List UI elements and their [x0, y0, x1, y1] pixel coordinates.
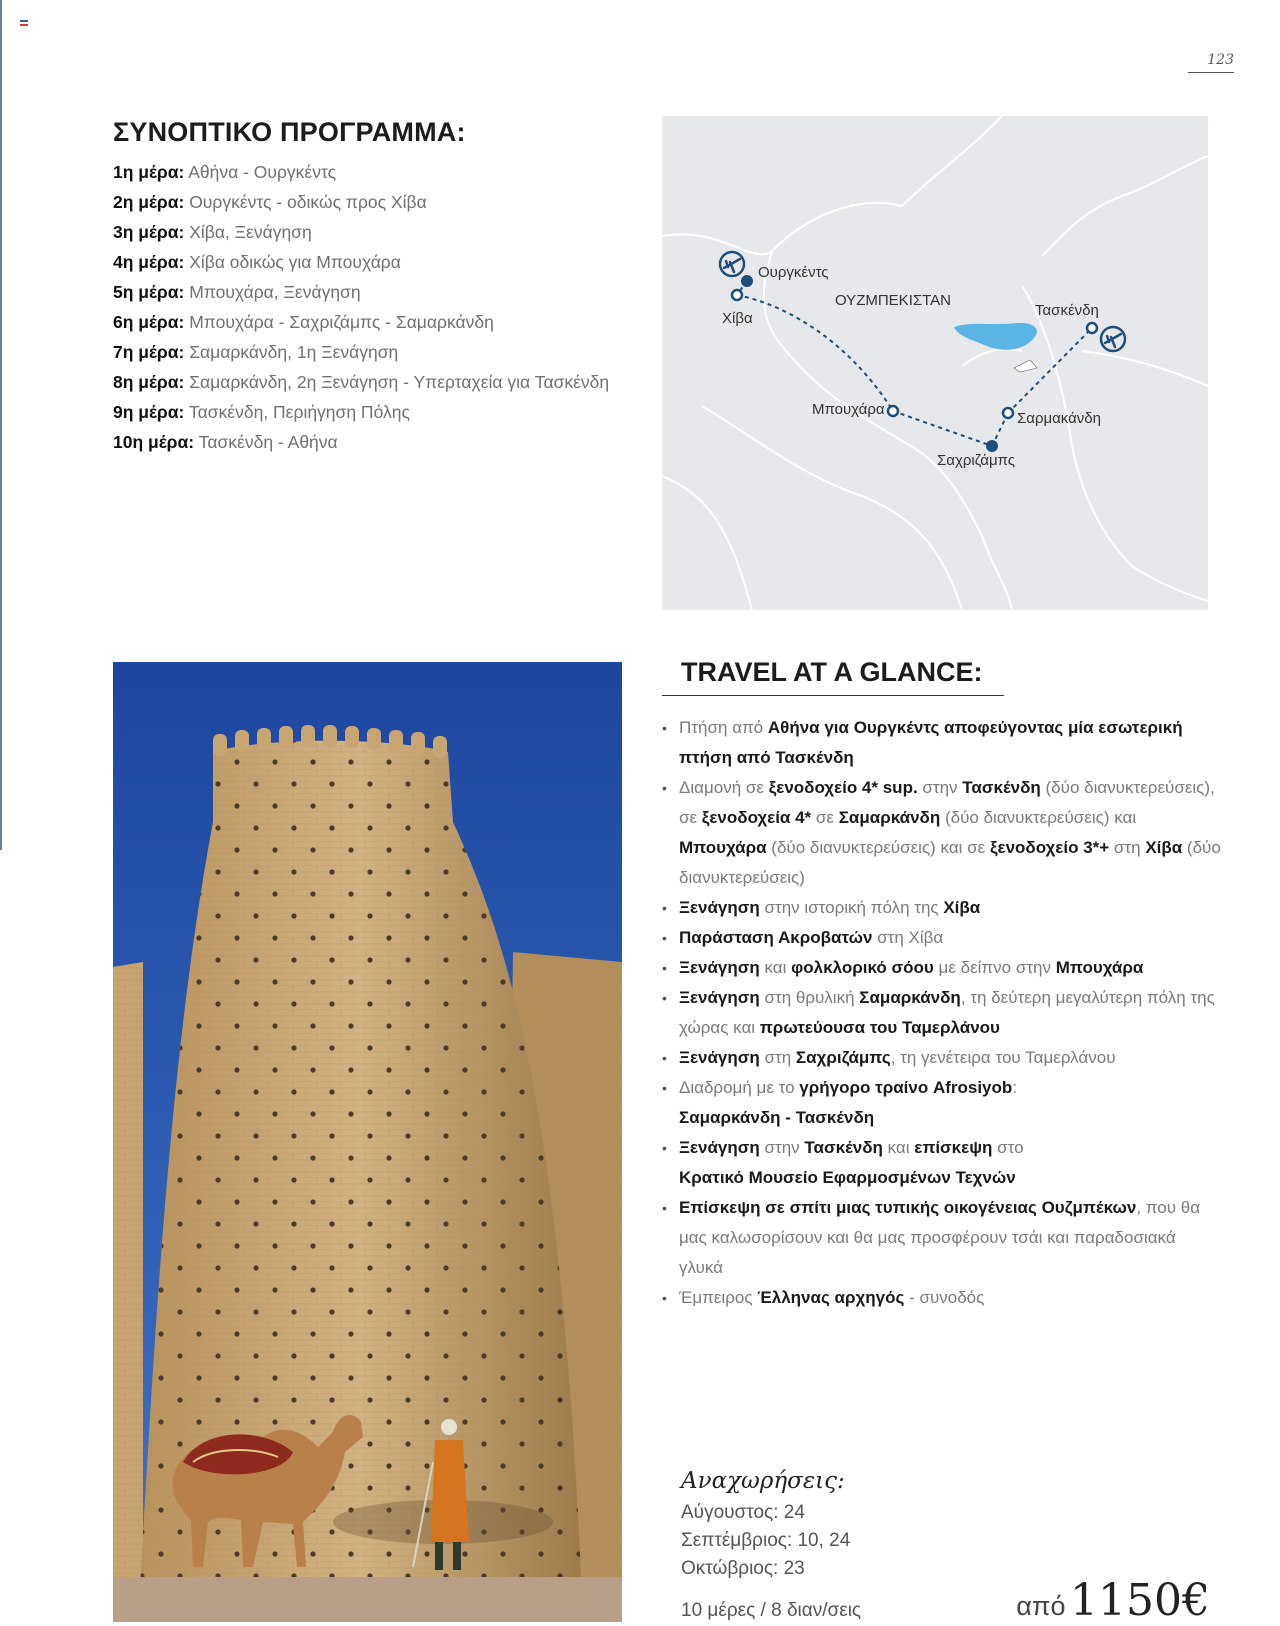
- itinerary-day: 7η μέρα: Σαμαρκάνδη, 1η Ξενάγηση: [113, 342, 399, 362]
- glance-list: [662, 713, 1222, 1313]
- glance-title: TRAVEL AT A GLANCE:: [681, 657, 983, 687]
- flag-icon: [20, 20, 28, 26]
- city-marker-tashkent: [1087, 323, 1097, 333]
- itinerary-day: 9η μέρα: Τασκένδη, Περιήγηση Πόλης: [113, 402, 410, 422]
- glance-bullet: • Ξενάγηση στην Τασκένδη και επίσκεψη στο Κρατικό Μουσείο Εφαρμοσμένων Τεχνών: [662, 1133, 1222, 1193]
- glance-bullet: • Ξενάγηση στη Σαχριζάμπς, τη γενέτειρα του Ταμερλάνου: [662, 1043, 1222, 1073]
- itinerary-day: 5η μέρα: Μπουχάρα, Ξενάγηση: [113, 282, 361, 302]
- page-edge-line: [0, 0, 2, 850]
- city-marker-bukhara: [888, 406, 898, 416]
- glance-bullet: • Διαμονή σε ξενοδοχείο 4* sup. στην Τασκένδη (δύο διανυκτερεύσεις), σε ξενοδοχεία 4* σε Σαμαρκάνδη (δύο διανυκτερεύσεις) και Μπουχάρα (δύο διανυκτερεύσεις) και σε ξενοδοχείο 3*+ στη Χίβα (δύο διανυκτερεύσεις): [662, 773, 1222, 893]
- departure-month: Οκτώβριος: 23: [681, 1558, 805, 1579]
- price-block: [1016, 1575, 1210, 1626]
- glance-bullet: • Διαδρομή με το γρήγορο τραίνο Afrosiyob: Σαμαρκάνδη - Τασκένδη: [662, 1073, 1222, 1133]
- map-label-samarkand: Σαρμακάνδη: [1017, 410, 1101, 427]
- route-map: [662, 116, 1208, 610]
- map-label-urgench: Ουργκέντς: [758, 264, 829, 281]
- glance-bullet: • Επίσκεψη σε σπίτι μιας τυπικής οικογένειας Ουζμπέκων, που θα μας καλωσορίσουν και θα μας προσφέρουν τσάι και παραδοσιακά γλυκά: [662, 1193, 1222, 1283]
- glance-bullet: • Ξενάγηση και φολκλορικό σόου με δείπνο στην Μπουχάρα: [662, 953, 1222, 983]
- price-amount: 1150€: [1070, 1575, 1210, 1626]
- glance-bullet: • Παράσταση Ακροβατών στη Χίβα: [662, 923, 1222, 953]
- program-title: ΣΥΝΟΠΤΙΚΟ ΠΡΟΓΡΑΜΜΑ:: [113, 117, 466, 147]
- glance-bullet: • Πτήση από Αθήνα για Ουργκέντς αποφεύγοντας μία εσωτερική πτήση από Τασκένδη: [662, 713, 1222, 773]
- itinerary-day: 1η μέρα: Αθήνα - Ουργκέντς: [113, 162, 337, 182]
- city-marker-samarkand: [1003, 408, 1013, 418]
- page-number: 123: [1188, 52, 1234, 73]
- trip-duration: 10 μέρες / 8 διαν/σεις: [681, 1600, 862, 1621]
- map-graphic: [662, 116, 1208, 610]
- itinerary-day: 8η μέρα: Σαμαρκάνδη, 2η Ξενάγηση - Υπερταχεία για Τασκένδη: [113, 372, 610, 392]
- departures-title: Αναχωρήσεις:: [681, 1468, 845, 1494]
- itinerary-day: 6η μέρα: Μπουχάρα - Σαχριζάμπς - Σαμαρκάνδη: [113, 312, 494, 332]
- city-marker-khiva: [732, 290, 742, 300]
- itinerary-list: [113, 162, 609, 462]
- itinerary-day: 10η μέρα: Τασκένδη - Αθήνα: [113, 432, 338, 452]
- map-label-tashkent: Τασκένδη: [1035, 302, 1099, 319]
- departure-month: Αύγουστος: 24: [681, 1502, 805, 1523]
- fortress-photo: [113, 662, 622, 1622]
- city-marker-shahrisabz: [986, 440, 998, 452]
- map-label-country: ΟΥΖΜΠΕΚΙΣΤΑΝ: [835, 292, 952, 309]
- map-label-bukhara: Μπουχάρα: [812, 401, 885, 418]
- itinerary-day: 4η μέρα: Χίβα οδικώς για Μπουχάρα: [113, 252, 401, 272]
- city-marker-urgench: [741, 275, 753, 287]
- price-from: από: [1016, 1591, 1066, 1621]
- map-label-shahrisabz: Σαχριζάμπς: [937, 452, 1015, 469]
- departure-month: Σεπτέμβριος: 10, 24: [681, 1530, 851, 1551]
- itinerary-day: 3η μέρα: Χίβα, Ξενάγηση: [113, 222, 312, 242]
- itinerary-day: 2η μέρα: Ουργκέντς - οδικώς προς Χίβα: [113, 192, 427, 212]
- glance-underline: [662, 695, 1004, 696]
- glance-bullet: • Έμπειρος Έλληνας αρχηγός - συνοδός: [662, 1283, 1222, 1313]
- map-label-khiva: Χίβα: [722, 310, 753, 327]
- glance-bullet: • Ξενάγηση στην ιστορική πόλη της Χίβα: [662, 893, 1222, 923]
- glance-bullet: • Ξενάγηση στη θρυλική Σαμαρκάνδη, τη δεύτερη μεγαλύτερη πόλη της χώρας και πρωτεύουσα του Ταμερλάνου: [662, 983, 1222, 1043]
